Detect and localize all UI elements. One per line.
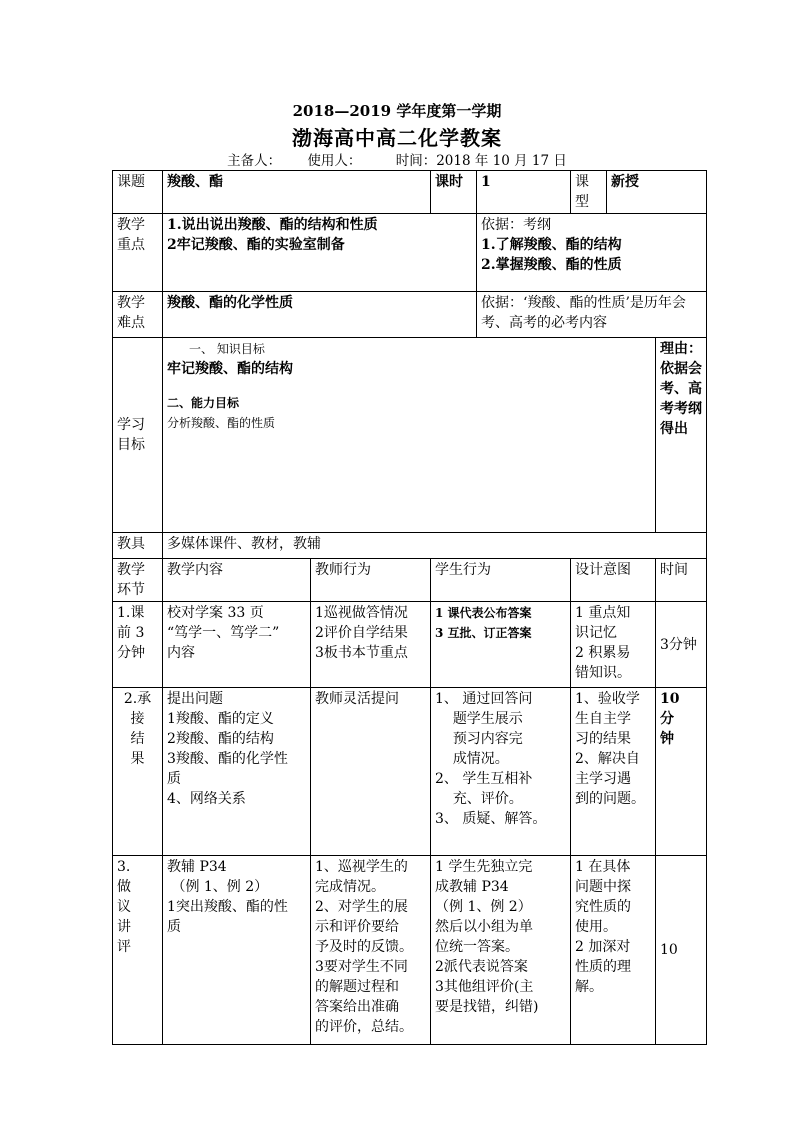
- goal-knowledge-title: 一、 知识目标: [189, 342, 265, 356]
- goal-ability-title: 二、能力目标: [167, 396, 240, 410]
- difficulty-label: 教学 难点: [113, 292, 163, 338]
- goals-content: [163, 338, 656, 533]
- stage-3-teacher: 1、巡视学生的 完成情况。 2、对学生的展 示和评价要给 予及时的反馈。 3要对学生不同 的解题过程和 答案给出准确 的评价，总结。: [311, 856, 431, 1045]
- preparer-label: 主备人：: [227, 153, 282, 169]
- col-content: 教学内容: [163, 559, 311, 602]
- difficulty-value: 羧酸、酯的化学性质: [163, 292, 477, 338]
- difficulty-basis: 依据：‘羧酸、酯的性质’是历年会考、高考的必考内容: [477, 292, 707, 338]
- type-label: 课型: [571, 171, 607, 214]
- stage-2-student: 1、 通过回答问 题学生展示 预习内容完 成情况。 2、 学生互相补 充、评价。 3、 质疑、解答。: [431, 688, 571, 856]
- focus-item-1: 1.说出说出羧酸、酯的结构和性质: [167, 217, 378, 233]
- stage-1-student: [431, 602, 571, 688]
- col-stage: 教学 环节: [113, 559, 163, 602]
- stage-3-time: 10: [656, 856, 707, 1045]
- row-tools: [113, 533, 707, 559]
- stage-1-time: 3分钟: [656, 602, 707, 688]
- meta-line: [0, 149, 794, 169]
- stage-1-student-1: 1 课代表公布答案: [435, 606, 532, 620]
- type-value: 新授: [607, 171, 707, 214]
- stage-1-content: 校对学案 33 页 “笃学一、笃学二” 内容: [163, 602, 311, 688]
- focus-basis-item-1: 1.了解羧酸、酯的结构: [481, 237, 622, 253]
- focus-basis: [477, 214, 707, 292]
- stage-1-student-2: 3 互批、订正答案: [435, 626, 532, 640]
- term-heading: 2018—2019 学年度第一学期: [292, 102, 502, 120]
- stage-1-label: 1.课 前 3 分钟: [113, 602, 163, 688]
- focus-item-2: 2牢记羧酸、酯的实验室制备: [167, 237, 345, 253]
- stage-3-design: 1 在具体 问题中探 究性质的 使用。 2 加深对 性质的理 解。: [571, 856, 656, 1045]
- stage-2-label: 2.承 接 结 果: [113, 688, 163, 856]
- row-column-headers: [113, 559, 707, 602]
- stage-1-design: 1 重点知 识记忆 2 积累易 错知识。: [571, 602, 656, 688]
- row-course: [113, 171, 707, 214]
- row-goals: [113, 338, 707, 533]
- stage-1-teacher: 1巡视做答情况 2评价自学结果 3板书本节重点: [311, 602, 431, 688]
- goals-label: 学习 目标: [113, 338, 163, 533]
- row-focus: [113, 214, 707, 292]
- stage-2-time: 10 分 钟: [656, 688, 707, 856]
- goals-reason: 理由： 依据会 考、高 考考纲 得出: [656, 338, 707, 533]
- stage-3-label: 3. 做 议 讲 评: [113, 856, 163, 1045]
- col-teacher: 教师行为: [311, 559, 431, 602]
- goal-ability-text: 分析羧酸、酯的性质: [167, 416, 276, 430]
- user-label: 使用人：: [307, 153, 362, 169]
- stage-row-2: [113, 688, 707, 856]
- col-time: 时间: [656, 559, 707, 602]
- col-student: 学生行为: [431, 559, 571, 602]
- course-label: 课题: [113, 171, 163, 214]
- focus-basis-item-2: 2.掌握羧酸、酯的性质: [481, 257, 622, 273]
- stage-2-teacher: 教师灵活提问: [311, 688, 431, 856]
- hours-label: 课时: [431, 171, 477, 214]
- focus-content: [163, 214, 477, 292]
- row-difficulty: [113, 292, 707, 338]
- tools-label: 教具: [113, 533, 163, 559]
- goal-knowledge-text: 牢记羧酸、酯的结构: [167, 361, 293, 377]
- stage-2-content: 提出问题 1羧酸、酯的定义 2羧酸、酯的结构 3羧酸、酯的化学性 质 4、网络关系: [163, 688, 311, 856]
- focus-label: 教学 重点: [113, 214, 163, 292]
- focus-basis-title: 依据：考纲: [481, 217, 551, 233]
- col-design: 设计意图: [571, 559, 656, 602]
- lesson-plan-table: [112, 170, 707, 1045]
- stage-3-content: 教辅 P34 （例 1、例 2） 1突出羧酸、酯的性 质: [163, 856, 311, 1045]
- stage-3-student: 1 学生先独立完 成教辅 P34 （例 1、例 2） 然后以小组为单 位统一答案。 2派代表说答案 3其他组评价(主 要是找错，纠错): [431, 856, 571, 1045]
- stage-2-design: 1、验收学 生自主学 习的结果 2、解决自 主学习遇 到的问题。: [571, 688, 656, 856]
- goal-spacer: [167, 379, 651, 393]
- stage-row-3: [113, 856, 707, 1045]
- tools-value: 多媒体课件、教材，教辅: [163, 533, 707, 559]
- course-value: 羧酸、酯: [163, 171, 431, 214]
- hours-value: 1: [477, 171, 571, 214]
- page-title: 渤海高中高二化学教案: [292, 126, 502, 150]
- stage-row-1: [113, 602, 707, 688]
- date-label: 时间：2018 年 10 月 17 日: [395, 153, 567, 169]
